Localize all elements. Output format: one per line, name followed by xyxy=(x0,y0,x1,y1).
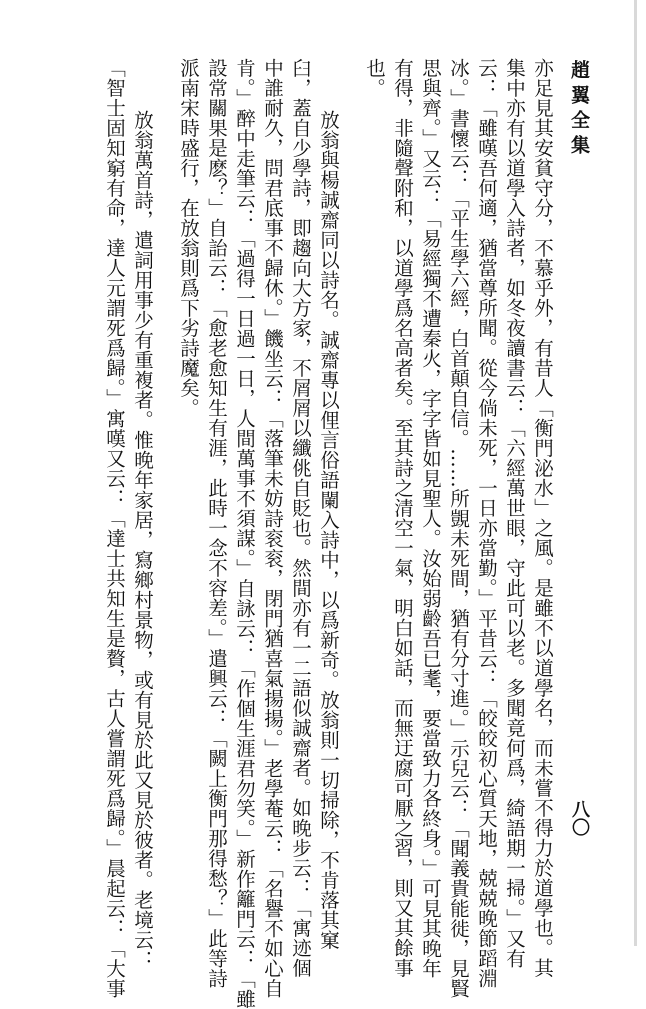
text-column-14: 放翁萬首詩，遣詞用事少有重複者。惟晚年家居，寫鄉村景物，或有見於此又見於彼者。老境云： xyxy=(131,110,154,970)
text-column-13: 派南宋時盛行，在放翁則爲下劣詩魔矣。 xyxy=(177,58,200,418)
text-column-4: 冰。」書懷云：「平生學六經，白首顛自信。……所覬未死間，猶有分寸進。」示兒云：「聞義貴能徙，見賢 xyxy=(447,58,470,999)
page-edge-line xyxy=(634,0,637,946)
text-column-7: 也。 xyxy=(363,58,386,98)
text-column-15: 「智士固知窮有命，達人元謂死爲歸。」寓嘆又云：「達士共知生是贅，古人嘗謂死爲歸。」晨起云：「大事 xyxy=(103,58,126,999)
text-column-5: 思與齊。」又云：「易經獨不遭秦火，字字皆如見聖人。汝始弱齡吾已耄，要當致力各終身。」可見其晚年 xyxy=(419,58,442,979)
text-column-2: 集中亦有以道學入詩者，如冬夜讀書云：「六經萬世眼，守此可以老。多聞竟何爲，綺語期一掃。」又有 xyxy=(503,58,526,969)
text-column-8: 放翁與楊誠齋同以詩名。誠齋專以俚言俗語闌入詩中，以爲新奇。放翁則一切掃除，不肯落其窠 xyxy=(317,110,340,950)
text-column-10: 中誰耐久，問君底事不歸休。」饑坐云：「落筆未妨詩衮衮，閉門猶喜氣揚揚。」老學菴云：「名譽不如心自 xyxy=(261,58,284,999)
text-column-3: 云：「雖嘆吾何適，猶當尊所聞。從今倘未死，一日亦當勤。」平昔云：「皎皎初心質天地，兢兢晚節蹈淵 xyxy=(475,58,498,989)
text-column-12: 設常關果是麽？」自詒云：「愈老愈知生有涯，此時一念不容差。」遣興云：「闕上衡門那得愁？」此等詩 xyxy=(205,58,228,989)
text-column-1: 亦足見其安貧守分，不慕乎外，有昔人「衡門泌水」之風。是雖不以道學名，而未嘗不得力於道學也。其 xyxy=(531,58,554,978)
text-column-9: 臼，蓋自少學詩，即趨向大方家，不屑屑以纖佻自貶也。然間亦有一二語似誠齋者。如晚步云：「寓迹個 xyxy=(289,58,312,978)
page-number: 八〇 xyxy=(569,800,590,836)
text-column-11: 肯。」醉中走筆云：「過得一日過一日，人間萬事不須謀。」自詠云：「作個生涯君勿笑。」新作籬門云：「雖 xyxy=(233,58,256,1009)
text-column-6: 有得，非隨聲附和，以道學爲名高者矣。至其詩之清空一氣，明白如話，而無迂腐可厭之習，則又其餘事 xyxy=(391,58,414,978)
running-head: 趙翼全集 xyxy=(568,60,590,160)
